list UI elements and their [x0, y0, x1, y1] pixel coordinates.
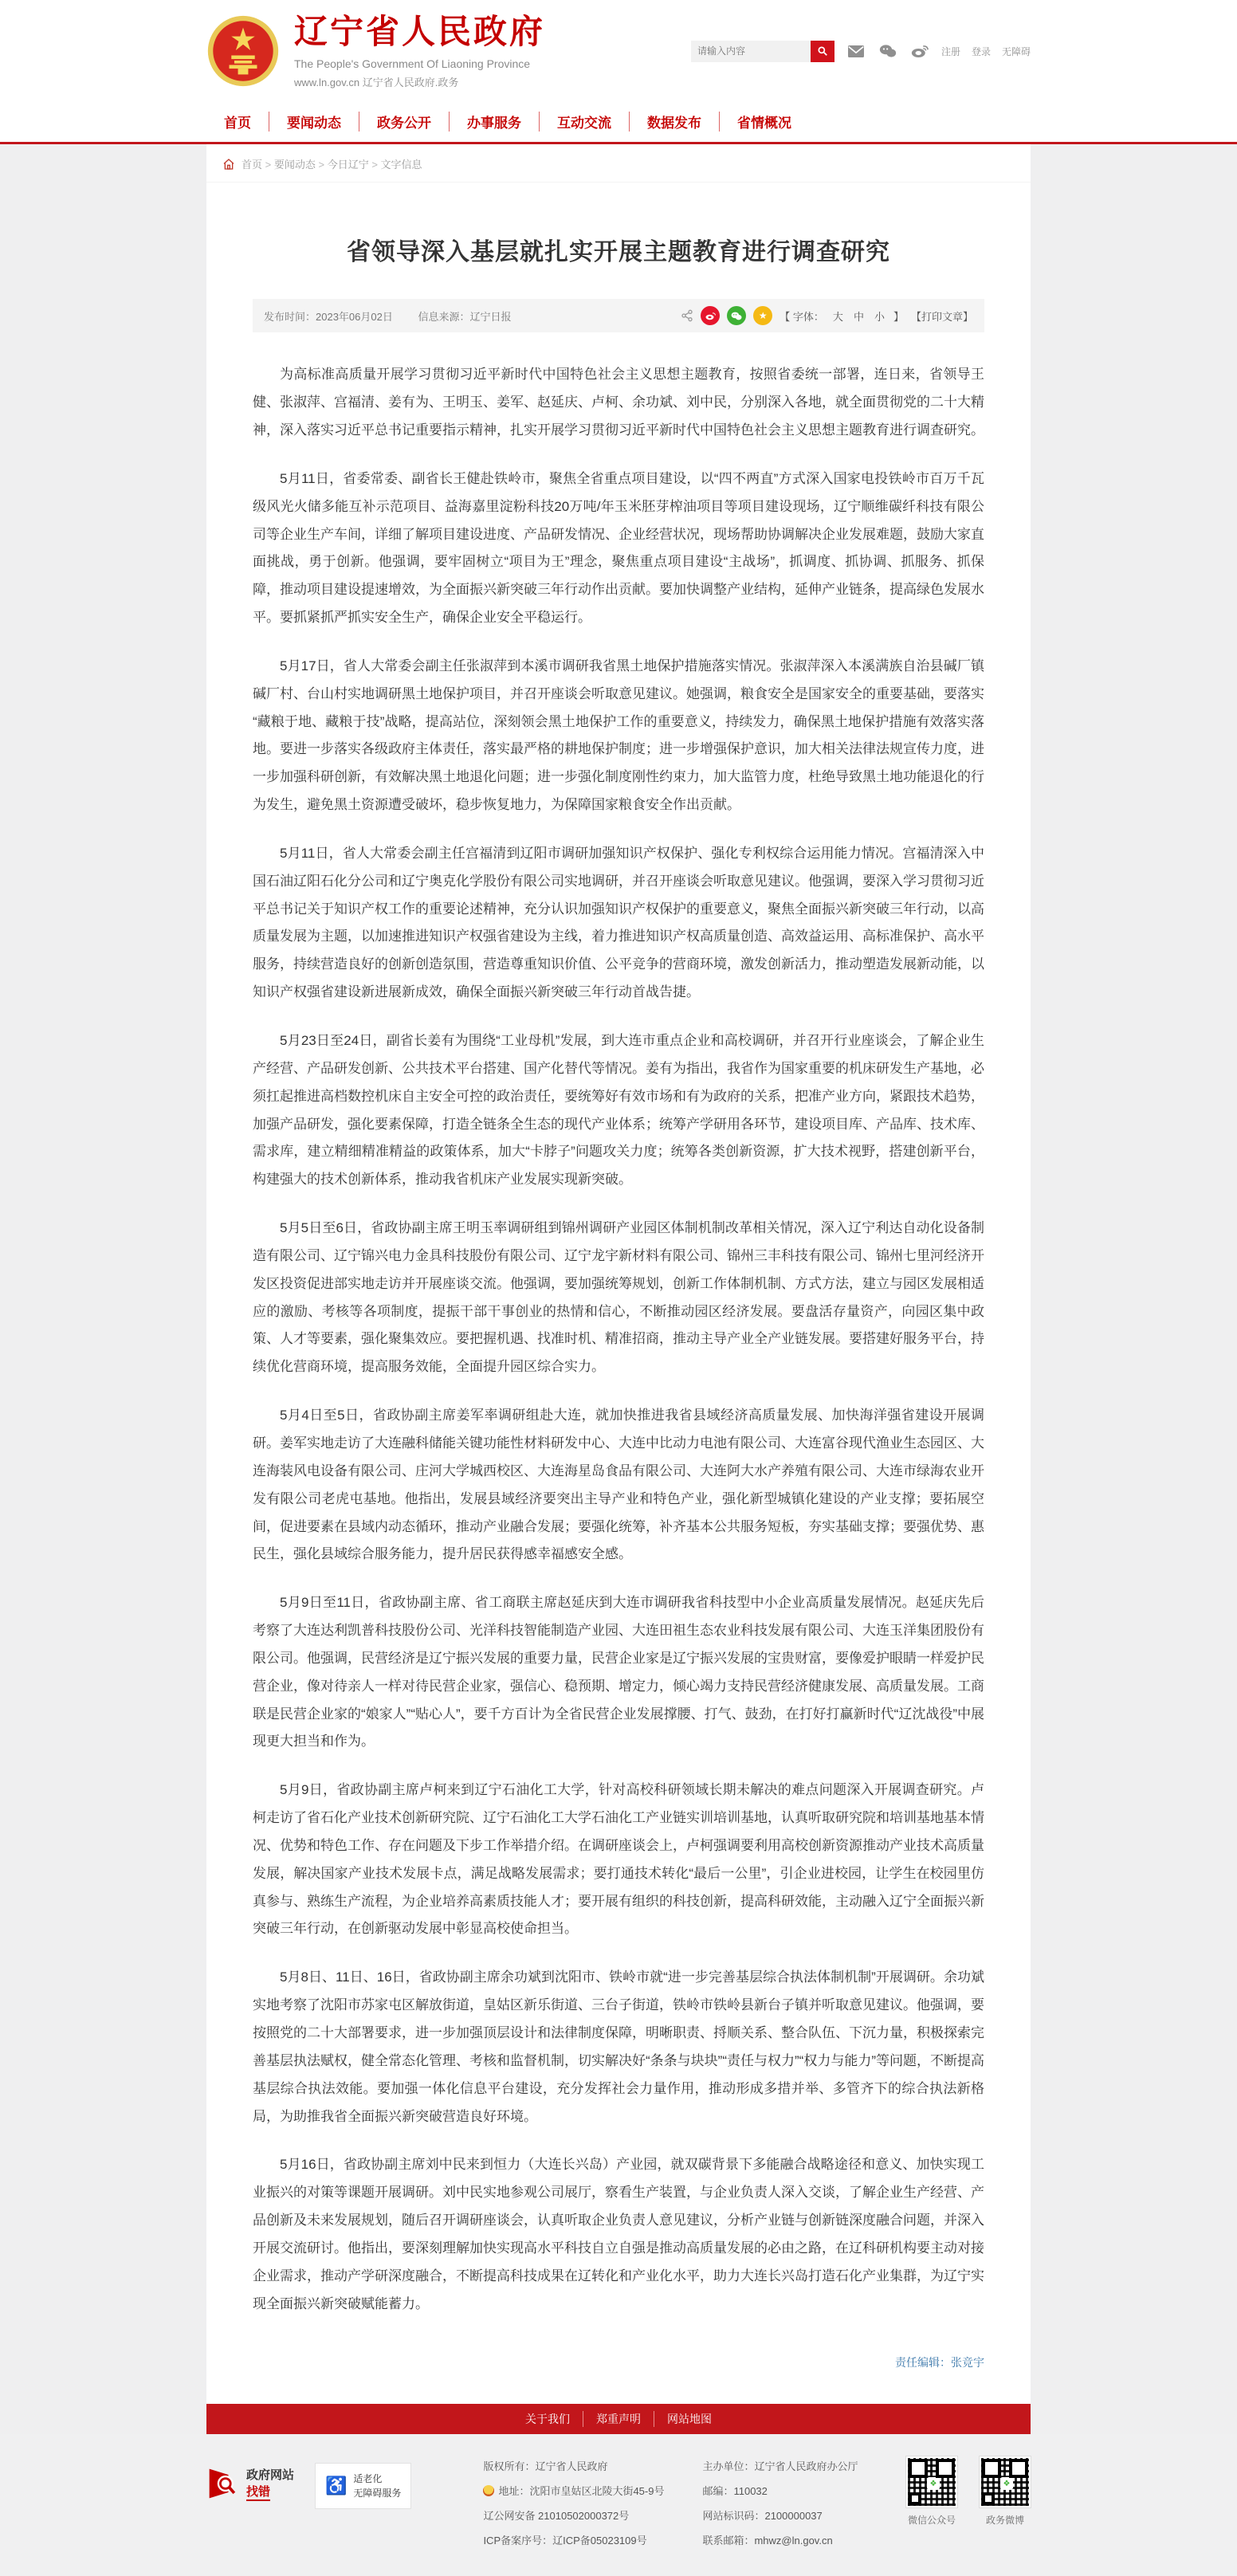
article-paragraph: 5月5日至6日，省政协副主席王明玉率调研组到锦州调研产业园区体制机制改革相关情况，深入辽宁利达自动化设备制造有限公司、辽宁锦兴电力金具科技股份有限公司、辽宁龙宇新材料有限公司、锦州三丰科技有限公司、锦州七里河经济开发区投资促进部实地走访并开展座谈交流。他强调，要加强统筹规划，创新工作体制机制、方式方法，建立与园区发展相适应的激励、考核等各项制度，提振干部干事创业的热情和信心，不断推动园区经济发展。要盘活存量资产，向园区集中政策、人才等要素，强化聚集效应。要把握机遇、找准时机、精准招商，推动主导产业全产业链发展。要搭建好服务平台，持续优化营商环境，提高服务效能，全面提升园区综合实力。 — [253, 1220, 984, 1375]
footer-info-line: 辽公网安备 21010502000372号 — [483, 2510, 630, 2523]
nav-item[interactable]: 数据发布 — [629, 112, 719, 132]
footer-info-line: 版权所有：辽宁省人民政府 — [483, 2460, 608, 2473]
weibo-icon[interactable] — [909, 43, 930, 59]
article-title: 省领导深入基层就扎实开展主题教育进行调查研究 — [347, 239, 890, 266]
bottom-footer — [0, 2434, 1237, 2576]
breadcrumb — [206, 144, 1031, 183]
footer-info-line: 邮编：110032 — [702, 2485, 768, 2498]
footer-info-line: 联系邮箱：mhwz@ln.gov.cn — [702, 2535, 833, 2547]
main-nav — [0, 100, 1237, 144]
article-paragraph: 5月16日，省政协副主席刘中民来到恒力（大连长兴岛）产业园，就双碳背景下多能融合战略途径和意义、加快实现工业振兴的对策等课题开展调研。刘中民实地参观公司展厅，察看生产装置，与企业负责人深入交谈，了解企业生产经营、产品创新及未来发展规划，随后召开调研座谈会，认真听取企业负责人意见建议，分析产业链与创新链深度融合问题，并深入开展交流研讨。他指出，要深刻理解加快实现高水平科技自立自强是推动高质量发展的必由之路，在辽科研机构要主动对接企业需求，推动产学研深度融合，不断提高科技成果在辽转化和产业化水平，助力大连长兴岛打造石化产业集群，为辽宁实现全面振兴新突破赋能蓄力。 — [253, 2157, 984, 2311]
qr-code-area — [906, 2456, 1031, 2527]
footer-info-column-1 — [483, 2458, 664, 2547]
font-medium-button[interactable]: 中 — [853, 310, 864, 323]
accessibility-link[interactable]: 无障碍 — [1001, 45, 1031, 57]
publish-time: 发布时间：2023年06月02日 — [264, 310, 393, 323]
breadcrumb-item[interactable]: 要闻动态 > — [274, 159, 328, 171]
breadcrumb-item[interactable]: 首页 > — [242, 159, 274, 171]
search-input[interactable] — [691, 41, 811, 62]
article-paragraph: 5月4日至5日，省政协副主席姜军率调研组赴大连，就加快推进我省县域经济高质量发展、加快海洋强省建设开展调研。姜军实地走访了大连融科储能关键功能性材料研发中心、大连中比动力电池有限公司、大连富谷现代渔业生态园区、大连海装风电设备有限公司、庄河大学城西校区、大连海星岛食品有限公司、大连阿大水产养殖有限公司、大连市绿海农业开发有限公司老虎屯基地。他指出，发展县域经济要突出主导产业和特色产业，强化新型城镇化建设的产业支撑；要拓展空间，促进要素在县域内动态循环，推动产业融合发展；要强化统筹，补齐基本公共服务短板，夯实基础支撑；要强优势、惠民生，强化县域综合服务能力，提升居民获得感幸福感安全感。 — [253, 1408, 984, 1562]
font-large-button[interactable]: 大 — [832, 310, 843, 323]
footer-link[interactable]: 网站地图 — [654, 2411, 725, 2427]
article-paragraph: 5月11日，省委常委、副省长王健赴铁岭市，聚焦全省重点项目建设，以“四不两直”方式深入国家电投铁岭市百万千瓦级风光火储多能互补示范项目、益海嘉里淀粉科技20万吨/年玉米胚芽榨油项目等项目建设现场，辽宁顺维碳纤科技有限公司等企业生产车间，详细了解项目建设进度、产品研发情况、企业经营状况，现场帮助协调解决企业发展难题，鼓励大家直面挑战，勇于创新。他强调，要牢固树立“项目为王”理念，聚焦重点项目建设“主战场”，抓调度、抓协调、抓服务、抓保障，推动项目建设提速增效，为全面振兴新突破三年行动作出贡献。要加快调整产业结构，延伸产业链条，提高绿色发展水平。要抓紧抓严抓实安全生产，确保企业安全平稳运行。 — [253, 470, 984, 626]
share-icon[interactable] — [681, 309, 693, 322]
search-icon — [817, 45, 828, 57]
site-logo[interactable] — [206, 13, 545, 89]
register-link[interactable]: 注册 — [941, 45, 960, 57]
nav-item[interactable]: 省情概况 — [719, 112, 809, 132]
gov-error-label-2: 找错 — [246, 2483, 270, 2501]
qr-code-image: ❖ — [906, 2456, 957, 2507]
gov-error-logo-icon — [206, 2466, 242, 2501]
share-weibo-icon[interactable] — [701, 306, 720, 325]
footer-info-column-2 — [702, 2458, 858, 2547]
qr-code-label: 政务微博 — [985, 2515, 1024, 2527]
font-size-label-end: 】 — [893, 310, 904, 323]
qr-code-item — [906, 2456, 957, 2527]
site-name-en: The People's Government Of Liaoning Province — [294, 57, 531, 71]
article-meta-bar — [253, 299, 984, 332]
qr-code-label: 微信公众号 — [907, 2515, 956, 2527]
breadcrumb-item[interactable]: 文字信息 — [380, 159, 422, 171]
qr-code-image: ❖ — [980, 2456, 1031, 2507]
elder-label-2: 无障碍服务 — [353, 2488, 402, 2499]
footer-info-line: 主办单位：辽宁省人民政府办公厅 — [702, 2460, 858, 2473]
search-button[interactable] — [811, 41, 834, 62]
elder-label-1: 适老化 — [353, 2473, 383, 2485]
wechat-icon[interactable] — [878, 43, 898, 59]
footer-info-line: 网站标识码：2100000037 — [702, 2510, 823, 2523]
article-paragraph: 5月9日至11日，省政协副主席、省工商联主席赵延庆到大连市调研我省科技型中小企业高质量发展情况。赵延庆先后考察了大连达利凯普科技股份公司、光洋科技智能制造产业园、大连田祖生态农业科技发展有限公司、大连玉洋集团股份有限公司。他强调，民营经济是辽宁振兴发展的重要力量，民营企业家是辽宁振兴发展的宝贵财富，要像爱护眼睛一样爱护民营企业，像对待亲人一样对待民营企业家，强信心、稳预期、增定力，倾心竭力支持民营经济健康发展、高质量发展。工商联是民营企业家的“娘家人”“贴心人”，要千方百计为全省民营企业发展撑腰、打气、鼓劲，在打好打赢新时代“辽沈战役”中展现更大担当和作为。 — [253, 1595, 984, 1749]
home-icon[interactable] — [222, 158, 235, 171]
mail-icon[interactable] — [846, 43, 866, 59]
footer-link[interactable]: 关于我们 — [525, 2413, 570, 2426]
nav-item[interactable]: 首页 — [224, 116, 251, 132]
site-name: 辽宁省人民政府 — [294, 12, 546, 51]
article-paragraph: 5月17日，省人大常委会副主任张淑萍到本溪市调研我省黑土地保护措施落实情况。张淑萍深入本溪满族自治县碱厂镇碱厂村、台山村实地调研黑土地保护项目，并召开座谈会听取意见建议。她强调，粮食安全是国家安全的重要基础，要落实“藏粮于地、藏粮于技”战略，提高站位，深刻领会黑土地保护工作的重要意义，持续发力，确保黑土地保护措施有效落实落地。要进一步落实各级政府主体责任，落实最严格的耕地保护制度；进一步增强保护意识，加大相关法律法规宣传力度，进一步加强科研创新，有效解决黑土地退化问题；进一步强化制度刚性约束力，加大监管力度，杜绝导致黑土地功能退化的行为发生，避免黑土资源遭受破坏，稳步恢复地力，为保障国家粮食安全作出贡献。 — [253, 658, 984, 813]
content-card — [206, 144, 1031, 2404]
article-paragraph: 5月23日至24日，副省长姜有为围绕“工业母机”发展，到大连市重点企业和高校调研，并召开行业座谈会，了解企业生产经营、产品研发创新、公共技术平台搭建、国产化替代等情况。姜有为指出，我省作为国家重要的机床研发生产基地，必须扛起推进高档数控机床自主安全可控的政治责任，要统筹好有效市场和有为政府的关系，把准产业方向，紧跟技术趋势，加强产品研发，强化要素保障，打造全链条全生态的现代产业体系；统筹产学研用各环节，建设项目库、产品库、技术库、需求库，建立精细精准精益的政策体系，加大“卡脖子”问题攻关力度；统筹各类创新资源，扩大技术视野，搭建创新平台，构建强大的技术创新体系，推动我省机床产业发展实现新突破。 — [253, 1033, 984, 1188]
national-emblem-icon — [206, 14, 280, 88]
site-url: www.ln.gov.cn 辽宁省人民政府.政务 — [294, 77, 459, 89]
search-box — [691, 41, 834, 62]
gov-site-error-report-badge[interactable] — [206, 2466, 294, 2501]
nav-item[interactable]: 互动交流 — [539, 112, 629, 132]
footer-info-line: 地址：沈阳市皇姑区北陵大街45-9号 — [483, 2483, 664, 2498]
editor-line: 责任编辑：张竞宇 — [895, 2356, 984, 2370]
elder-accessibility-badge[interactable] — [315, 2463, 411, 2509]
nav-item[interactable]: 办事服务 — [449, 112, 539, 132]
top-header — [0, 0, 1237, 100]
article-paragraph: 5月11日，省人大常委会副主任宫福清到辽阳市调研加强知识产权保护、强化专利权综合运用能力情况。宫福清深入中国石油辽阳石化分公司和辽宁奥克化学股份有限公司实地调研，并召开座谈会听取意见建议。他强调，要深入学习贯彻习近平总书记关于知识产权工作的重要论述精神，充分认识加强知识产权保护的重要意义，聚焦全面振兴新突破三年行动，以高质量发展为主题，以加速推进知识产权强省建设为主线，着力推进知识产权高质量创造、高效益运用、高标准保护、高水平服务，持续营造良好的创新创造氛围，营造尊重知识价值、公平竞争的营商环境，激发创新活力，推动塑造发展新动能，以知识产权强省建设新进展新成效，确保全面振兴新突破三年行动首战告捷。 — [253, 845, 984, 1000]
login-link[interactable]: 登录 — [971, 45, 991, 57]
qr-code-item — [980, 2456, 1031, 2527]
share-qzone-icon[interactable]: ★ — [753, 306, 772, 325]
breadcrumb-item[interactable]: 今日辽宁 > — [328, 159, 381, 171]
nav-item[interactable]: 要闻动态 — [269, 112, 359, 132]
font-small-button[interactable]: 小 — [874, 310, 885, 323]
share-wechat-icon[interactable] — [727, 306, 746, 325]
nav-item[interactable]: 政务公开 — [359, 112, 449, 132]
footer-link-bar — [206, 2404, 1031, 2434]
article-paragraph: 为高标准高质量开展学习贯彻习近平新时代中国特色社会主义思想主题教育，按照省委统一部署，连日来，省领导王健、张淑萍、宫福清、姜有为、王明玉、姜军、赵延庆、卢柯、余功斌、刘中民，分别深入各地，就全面贯彻党的二十大精神，深入落实习近平总书记重要指示精神，扎实开展学习贯彻习近平新时代中国特色社会主义思想主题教育进行调查研究。 — [253, 367, 984, 438]
wheelchair-icon: ♿ — [325, 2476, 348, 2496]
font-size-label: 【 字体： — [780, 310, 824, 323]
print-button[interactable]: 【打印文章】 — [910, 310, 973, 323]
info-source: 信息来源：辽宁日报 — [418, 310, 512, 323]
gov-error-label-1: 政府网站 — [246, 2468, 295, 2483]
article-paragraph: 5月9日，省政协副主席卢柯来到辽宁石油化工大学，针对高校科研领域长期未解决的难点问题深入开展调查研究。卢柯走访了省石化产业技术创新研究院、辽宁石油化工大学石油化工产业链实训培训基地，认真听取研究院和培训基地基本情况、优势和特色工作、存在问题及下步工作举措介绍。在调研座谈会上，卢柯强调要利用高校创新资源推动产业技术高质量发展，解决国家产业技术发展卡点，满足战略发展需求；要打通技术转化“最后一公里”，引企业进校园，让学生在校园里仿真参与、熟练生产流程，为企业培养高素质技能人才；要开展有组织的科技创新，提高科研效能，主动融入辽宁全面振兴新突破三年行动，在创新驱动发展中彰显高校使命担当。 — [253, 1782, 984, 1937]
article-body — [206, 332, 1031, 2343]
footer-link[interactable]: 郑重声明 — [583, 2411, 654, 2427]
footer-info-line: ICP备案序号：辽ICP备05023109号 — [483, 2535, 647, 2547]
article-paragraph: 5月8日、11日、16日，省政协副主席余功斌到沈阳市、铁岭市就“进一步完善基层综合执法体制机制”开展调研。余功斌实地考察了沈阳市苏家屯区解放街道，皇姑区新乐街道、三台子街道，铁岭市铁岭县新台子镇并听取意见建议。他强调，要按照党的二十大部署要求，进一步加强顶层设计和法律制度保障，明晰职责、捋顺关系、整合队伍、下沉力量，积极探索完善基层执法赋权，健全常态化管理、考核和监督机制，切实解决好“条条与块块”“责任与权力”“权力与能力”等问题，不断提高基层综合执法效能。要加强一体化信息平台建设，充分发挥社会力量作用，推动形成多措并举、多管齐下的综合执法新格局，为助推我省全面振兴新突破营造良好环境。 — [253, 1969, 984, 2124]
